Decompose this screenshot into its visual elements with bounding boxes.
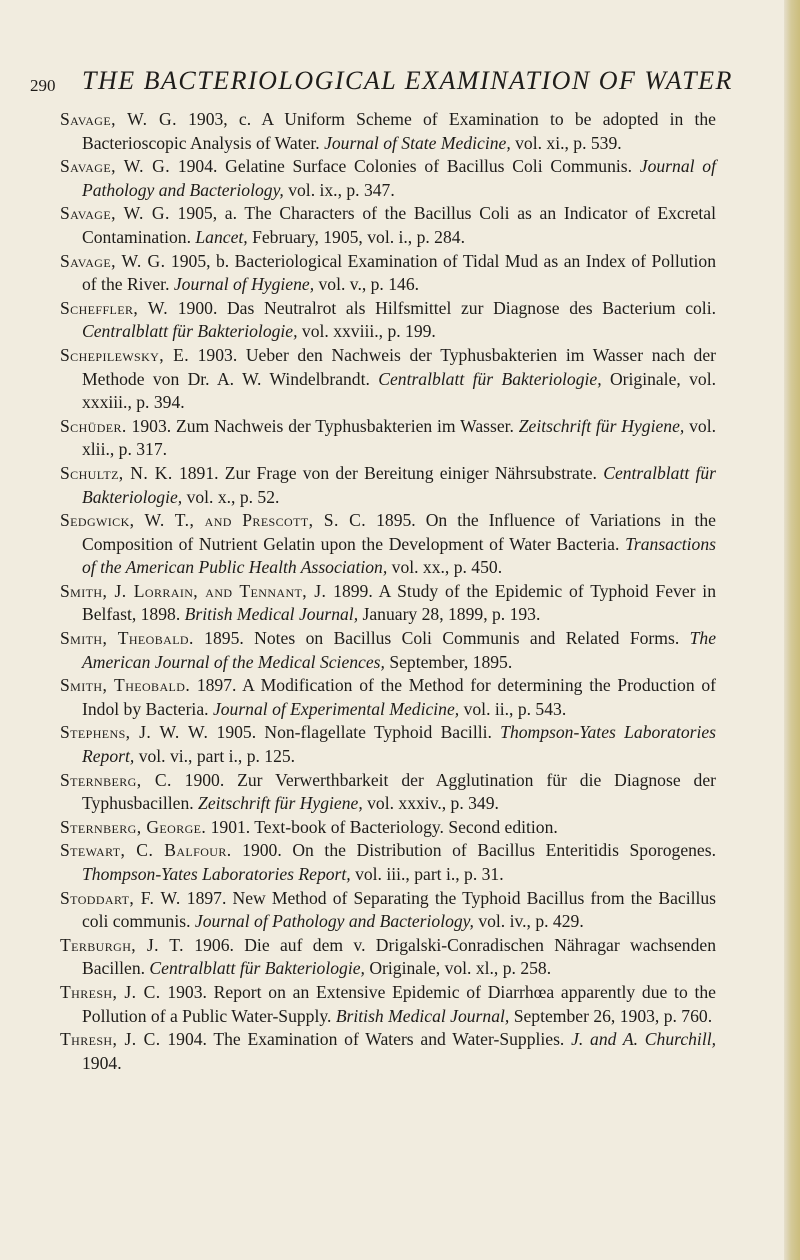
reference-details: vol. iii., part i., p. 31.: [350, 864, 504, 884]
reference-journal: Zeitschrift für Hygiene,: [198, 793, 363, 814]
reference-details: Originale, vol. xxxiii., p. 394.: [82, 368, 716, 413]
reference-entry: [60, 344, 716, 415]
reference-author: Stoddart, F. W.: [60, 887, 181, 908]
reference-author: Schüder.: [60, 415, 127, 436]
reference-entry: [60, 462, 716, 509]
reference-title: 1895. On the Influence of Variations in the Composition of Nutrient Gelatin upon the Development of Water Bacteria.: [82, 510, 716, 554]
reference-details: February, 1905, vol. i., p. 284.: [247, 226, 465, 247]
bibliography-list: [60, 108, 716, 1075]
reference-details: Originale, vol. xl., p. 258.: [364, 958, 552, 979]
reference-title: 1904. The Examination of Waters and Water-Supplies.: [160, 1029, 572, 1050]
reference-title: 1903. Ueber den Nachweis der Typhusbakterien im Wasser nach der Methode von Dr. A. W. Windelbrandt.: [82, 344, 716, 389]
reference-title: 1900. Das Neutralrot als Hilfsmittel zur Diagnose des Bacterium coli.: [168, 297, 716, 318]
reference-author: Savage, W. G.: [60, 109, 177, 129]
reference-journal: Centralblatt für Bakteriologie,: [378, 368, 602, 389]
reference-author: Savage, W. G.: [60, 203, 170, 224]
reference-journal: Journal of Hygiene,: [173, 274, 315, 295]
reference-details: September, 1895.: [384, 651, 513, 672]
reference-title: 1906. Die auf dem v. Drigalski-Conradischen Nähragar wachsenden Bacillen.: [82, 934, 716, 979]
reference-author: Thresh, J. C.: [60, 1029, 161, 1050]
reference-details: vol. iv., p. 429.: [473, 911, 584, 932]
reference-author: Sedgwick, W. T., and Prescott, S. C.: [60, 510, 367, 531]
reference-details: 1904.: [82, 1052, 122, 1073]
reference-author: Scheffler, W.: [60, 297, 169, 318]
reference-title: 1897. New Method of Separating the Typhoid Bacillus from the Bacillus coli communis.: [82, 887, 716, 932]
reference-author: Smith, J. Lorrain, and Tennant, J.: [60, 580, 327, 601]
reference-author: Stephens, J. W. W.: [60, 722, 209, 743]
reference-title: 1903, c. A Uniform Scheme of Examination to be adopted in the Bacterioscopic Analysis of Water.: [82, 109, 716, 153]
reference-author: Schultz, N. K.: [60, 462, 173, 483]
reference-journal: Centralblatt für Bakteriologie,: [82, 321, 298, 342]
reference-details: vol. xxviii., p. 199.: [297, 321, 436, 342]
reference-journal: British Medical Journal,: [335, 1005, 510, 1026]
reference-details: vol. xi., p. 539.: [510, 132, 622, 153]
reference-journal: Thompson-Yates Laboratories Report,: [82, 864, 351, 884]
reference-journal: Thompson-Yates Laboratories Report,: [82, 722, 717, 767]
reference-entry: [60, 887, 716, 934]
reference-details: vol. xxxiv., p. 349.: [362, 793, 499, 814]
reference-title: 1904. Gelatine Surface Colonies of Bacillus Coli Communis.: [170, 156, 640, 177]
reference-title: 1900. Zur Verwerthbarkeit der Agglutination für die Diagnose der Typhusbacillen.: [82, 769, 716, 814]
reference-journal: Zeitschrift für Hygiene,: [518, 415, 685, 436]
reference-details: January 28, 1899, p. 193.: [358, 604, 541, 625]
reference-journal: Journal of Pathology and Bacteriology,: [82, 156, 716, 200]
reference-details: vol. x., p. 52.: [182, 486, 280, 507]
reference-details: vol. vi., part i., p. 125.: [134, 746, 296, 767]
reference-entry: [60, 839, 716, 886]
page-header: [30, 64, 750, 94]
reference-title: 1897. A Modification of the Method for determining the Production of Indol by Bacteria.: [82, 675, 716, 719]
reference-details: vol. ix., p. 347.: [283, 179, 395, 200]
reference-entry: [60, 297, 716, 344]
reference-author: Stewart, C. Balfour.: [60, 840, 232, 861]
reference-details: vol. v., p. 146.: [314, 274, 420, 295]
reference-entry: [60, 981, 716, 1028]
reference-journal: Centralblatt für Bakteriologie,: [82, 462, 717, 507]
reference-author: Smith, Theobald.: [60, 628, 194, 649]
reference-title: 1905, a. The Characters of the Bacillus Coli as an Indicator of Excretal Contamination.: [82, 203, 716, 247]
reference-title: 1901. Text-book of Bacteriology. Second edition.: [206, 816, 558, 837]
reference-journal: Journal of Pathology and Bacteriology,: [194, 911, 474, 932]
reference-journal: Centralblatt für Bakteriologie,: [149, 958, 365, 979]
reference-entry: [60, 202, 716, 249]
reference-entry: [60, 250, 716, 297]
reference-journal: Journal of Experimental Medicine,: [212, 698, 460, 719]
reference-entry: [60, 108, 716, 155]
reference-title: 1891. Zur Frage von der Bereitung einiger Nährsubstrate.: [172, 462, 604, 483]
reference-journal: The American Journal of the Medical Sciences,: [82, 628, 716, 672]
reference-title: 1903. Report on an Extensive Epidemic of Diarrhœa apparently due to the Pollution of a Public Water-Supply.: [82, 981, 716, 1026]
reference-journal: British Medical Journal,: [184, 604, 359, 625]
reference-journal: Lancet,: [195, 226, 248, 247]
page-edge: [784, 0, 800, 1260]
reference-author: Sternberg, George.: [60, 816, 207, 837]
reference-entry: [60, 580, 716, 627]
reference-title: 1899. A Study of the Epidemic of Typhoid Fever in Belfast, 1898.: [82, 580, 716, 625]
reference-journal: J. and A. Churchill,: [571, 1029, 716, 1050]
reference-entry: [60, 934, 716, 981]
reference-entry: [60, 1028, 716, 1075]
reference-journal: Transactions of the American Public Health Association,: [82, 533, 716, 578]
reference-title: 1900. On the Distribution of Bacillus Enteritidis Sporogenes.: [231, 840, 716, 861]
running-title: THE BACTERIOLOGICAL EXAMINATION OF WATER: [82, 66, 733, 95]
reference-author: Terburgh, J. T.: [60, 934, 184, 955]
reference-title: 1895. Notes on Bacillus Coli Communis and Related Forms.: [193, 628, 690, 649]
reference-details: vol. ii., p. 543.: [459, 698, 567, 719]
reference-author: Smith, Theobald.: [60, 675, 191, 696]
reference-author: Sternberg, C.: [60, 769, 172, 790]
page-number: 290: [30, 76, 56, 95]
reference-entry: [60, 769, 716, 816]
reference-entry: [60, 627, 716, 674]
reference-entry: [60, 674, 716, 721]
reference-author: Thresh, J. C.: [60, 981, 161, 1002]
reference-title: 1905. Non-flagellate Typhoid Bacilli.: [208, 722, 501, 743]
reference-entry: [60, 816, 716, 840]
reference-author: Savage, W. G.: [60, 250, 166, 271]
reference-details: vol. xx., p. 450.: [387, 557, 503, 578]
reference-journal: Journal of State Medicine,: [324, 132, 511, 153]
reference-title: 1905, b. Bacteriological Examination of Tidal Mud as an Index of Pollution of the River.: [82, 250, 716, 295]
reference-entry: [60, 721, 716, 768]
reference-entry: [60, 415, 716, 462]
reference-title: 1903. Zum Nachweis der Typhusbakterien im Wasser.: [126, 415, 519, 436]
reference-author: Savage, W. G.: [60, 156, 171, 177]
reference-details: September 26, 1903, p. 760.: [509, 1005, 713, 1026]
reference-entry: [60, 155, 716, 202]
reference-details: vol. xlii., p. 317.: [82, 415, 717, 460]
reference-author: Schepilewsky, E.: [60, 344, 190, 365]
reference-entry: [60, 509, 716, 580]
